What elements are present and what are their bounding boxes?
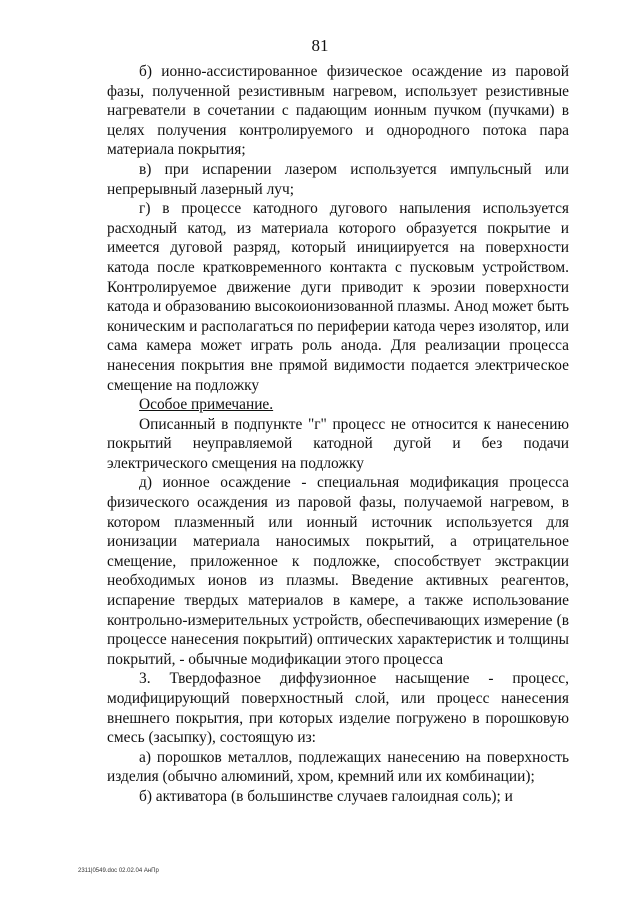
special-note-heading: [107, 395, 569, 415]
document-body: [107, 62, 569, 807]
paragraph-3-pack-cementation: 3. Твердофазное диффузионное насыщение - процесс, модифицирующий поверхностный слой, или процесс нанесения внешнего покрытия, при которых изделие погружено в порошковую смесь (засыпку), состоящую из:: [107, 670, 569, 747]
paragraph-d-ion-plating: д) ионное осаждение - специальная модификация процесса физического осаждения из паровой фазы, получаемой нагревом, в котором плазменный или ионный источник используется для ионизации материала наносимых покрытий, а отрицательное смещение, приложенное к подложке, способствует экстракции необходимых ионов из плазмы. Введение активных реагентов, испарение твердых материалов в камере, а также использование контрольно-измерительных устройств, обеспечивающих измерение (в процессе нанесения покрытий) оптических характеристик и толщины покрытий, - обычные модификации этого процесса: [107, 474, 569, 668]
paragraph-g-cathodic-arc: г) в процессе катодного дугового напыления используется расходный катод, из материала которого образуется покрытие и имеется дуговой разряд, который инициируется на поверхности катода после кратковременного контакта с пусковым устройством. Контролируемое движение дуги приводит к эрозии поверхности катода и образованию высокоионизованной плазмы. Анод может быть коническим и располагаться по периферии катода через изолятор, или сама камера может играть роль анода. Для реализации процесса нанесения покрытия вне прямой видимости подается электрическое смещение на подложку: [107, 200, 569, 394]
special-note-text: Описанный в подпункте "г" процесс не относится к нанесению покрытий неуправляемой катодной дугой и без подачи электрического смещения на подложку: [107, 415, 569, 472]
footer-document-code: 2311|0549.doc 02.02.04 АнПр: [78, 868, 159, 874]
special-note-title: Особое примечание.: [139, 396, 274, 414]
paragraph-b-ion-assisted: б) ионно-ассистированное физическое осаждение из паровой фазы, полученной резистивным нагревом, использует резистивные нагреватели в сочетании с падающим ионным пучком (пучками) в целях получения контролируемого и однородного потока пара материала покрытия;: [107, 63, 569, 159]
paragraph-a-metal-powders: а) порошков металлов, подлежащих нанесению на поверхность изделия (обычно алюминий, хром, кремний или их комбинации);: [107, 748, 569, 786]
page-number: 81: [311, 36, 329, 55]
paragraph-v-laser: в) при испарении лазером используется импульсный или непрерывный лазерный луч;: [107, 160, 569, 198]
paragraph-b-activator: б) активатора (в большинстве случаев галоидная соль); и: [139, 787, 513, 805]
